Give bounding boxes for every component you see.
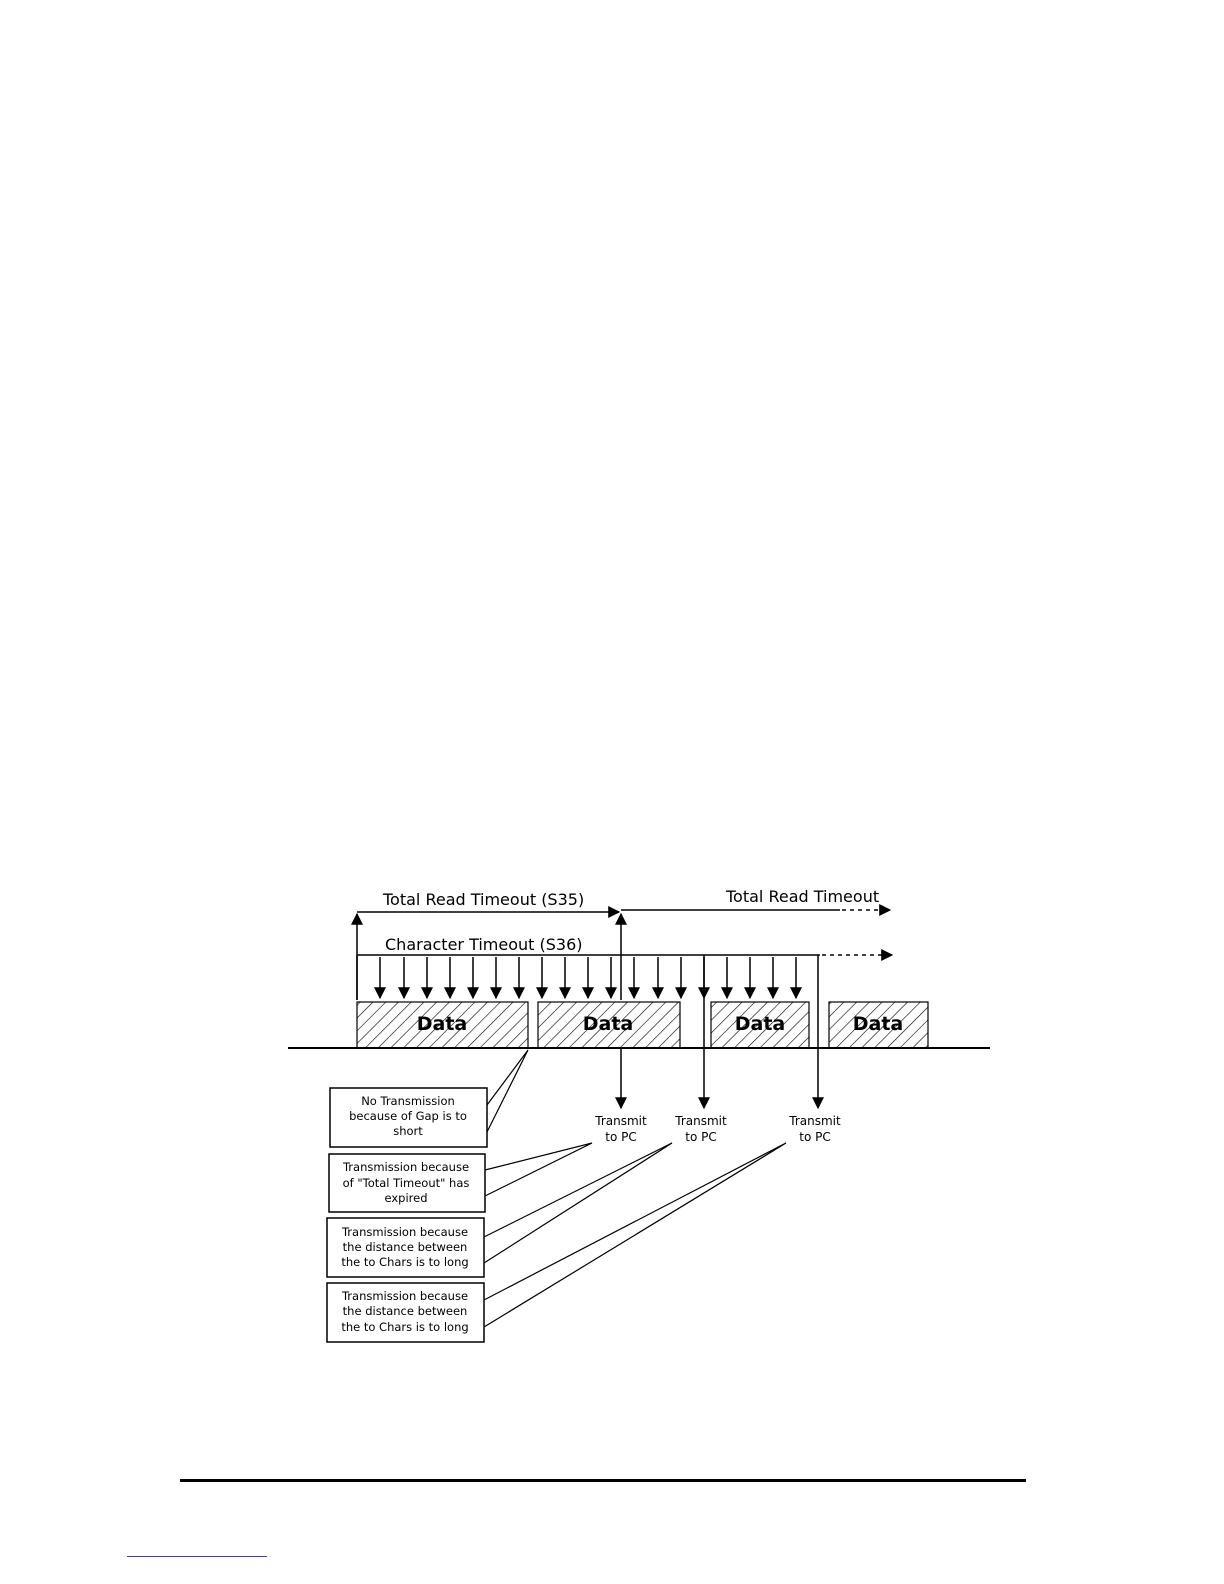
callout-leader — [484, 1143, 672, 1263]
transmit-label — [788, 1114, 841, 1144]
character-timeout-s36-label: Character Timeout (S36) — [385, 935, 583, 954]
note-line: the to Chars is to long — [341, 1255, 469, 1269]
transmit-label-line: Transmit — [595, 1114, 647, 1128]
note-box — [330, 1088, 487, 1147]
note-line: of "Total Timeout" has — [342, 1176, 470, 1190]
transmit-label-line: Transmit — [789, 1114, 841, 1128]
note-line: Transmission because — [341, 1225, 469, 1239]
data-block-label: Data — [852, 1013, 904, 1035]
data-block-label: Data — [582, 1013, 634, 1035]
note-line: Transmission because — [342, 1160, 470, 1174]
note-line: the distance between — [342, 1304, 468, 1318]
note-line: Transmission because — [341, 1289, 469, 1303]
note-line: No Transmission — [361, 1094, 455, 1108]
transmit-label-line: to PC — [799, 1130, 831, 1144]
total-read-timeout-s35-label: Total Read Timeout (S35) — [383, 890, 585, 909]
note-line: the to Chars is to long — [341, 1320, 469, 1334]
footer-rule — [180, 1479, 1026, 1482]
callout-leader — [485, 1143, 592, 1196]
footer-link-underline — [127, 1556, 267, 1557]
data-block — [829, 1002, 928, 1048]
total-read-timeout-label: Total Read Timeout — [726, 887, 880, 906]
note-line: because of Gap is to — [349, 1109, 467, 1123]
callout-leader — [484, 1143, 786, 1327]
note-box — [329, 1154, 485, 1212]
transmit-label — [674, 1114, 727, 1144]
data-block-label: Data — [734, 1013, 786, 1035]
note-box — [327, 1218, 484, 1277]
transmit-label-line: Transmit — [675, 1114, 727, 1128]
data-block-label: Data — [416, 1013, 468, 1035]
note-line: the distance between — [342, 1240, 468, 1254]
callout-leader — [487, 1050, 528, 1132]
data-block — [357, 1002, 528, 1048]
transmit-label-line: to PC — [685, 1130, 717, 1144]
data-block — [538, 1002, 680, 1048]
callout-leaders — [484, 1050, 786, 1327]
note-line: expired — [384, 1191, 428, 1205]
transmit-label-line: to PC — [605, 1130, 637, 1144]
transmit-label — [594, 1114, 647, 1144]
note-box — [327, 1283, 484, 1342]
note-line: short — [393, 1124, 423, 1138]
character-arrows — [380, 957, 796, 998]
data-block — [711, 1002, 809, 1048]
